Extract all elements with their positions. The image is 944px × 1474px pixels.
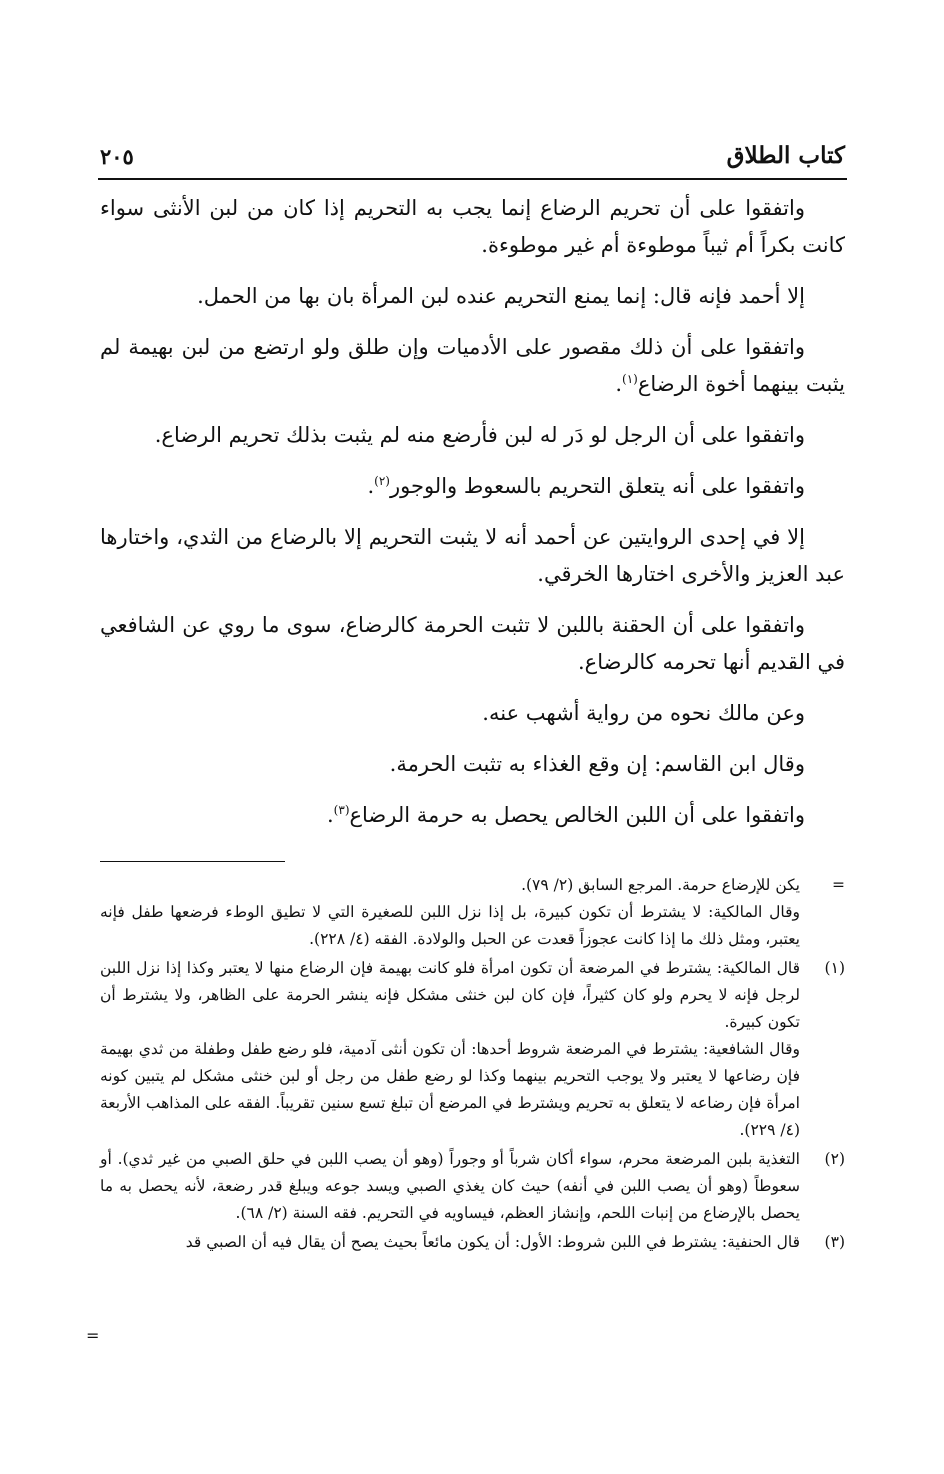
footnote-marker: (١) (824, 959, 845, 977)
paragraph: واتفقوا على أن اللبن الخالص يحصل به حرمة الرضاع$^{(٣)}$. (326, 803, 805, 827)
continuation-end-marker: = (86, 1326, 100, 1345)
footnote-marker: (٣) (824, 1233, 845, 1251)
continuation-marker: = (832, 876, 845, 894)
page-number: ٢٠٥ (100, 144, 134, 169)
footnote-divider (100, 861, 285, 862)
chapter-title: كتاب الطلاق (726, 142, 845, 169)
paragraph: واتفقوا على أن ذلك مقصور على الأدميات وإن طلق ولو ارتضع من لبن بهيمة لم يثبت بينهما أخوة الرضاع$^{(١)}$. (100, 335, 845, 396)
main-text (100, 190, 845, 848)
footnote-2: (٢) التغذية بلبن المرضعة محرم، سواء أكان شرباً أو وجوراً (وهو أن يصب اللبن في حلق الصبي من غير ثدي). أو سعوطاً (وهو أن يصب اللبن في أنفه) حيث كان يغذي الصبي ويسد جوعه ويبلغ قدر رضعة، لأنه يحصل به ما يحصل بالإرضاع من إنبات اللحم، وإنشاز العظم، فيساويه في التحريم. فقه السنة (٢/ ٦٨). (100, 1146, 845, 1227)
paragraph: واتفقوا على أنه يتعلق التحريم بالسعوط والوجور$^{(٢)}$. (367, 474, 805, 498)
paragraph: واتفقوا على أن الرجل لو دَر له لبن فأرضع منه لم يثبت بذلك تحريم الرضاع. (154, 423, 805, 447)
paragraph: إلا أحمد فإنه قال: إنما يمنع التحريم عنده لبن المرأة بان بها من الحمل. (197, 284, 805, 308)
running-header (100, 138, 845, 178)
header-divider (98, 178, 847, 180)
footnote-3: (٣) قال الحنفية: يشترط في اللبن شروط: الأول: أن يكون مائعاً بحيث يصح أن يقال فيه أن الصبي قد (100, 1229, 845, 1256)
footnotes (100, 872, 845, 1258)
paragraph: واتفقوا على أن تحريم الرضاع إنما يجب به التحريم إذا كان من لبن الأنثى سواء كانت بكراً أم ثيباً موطوءة أم غير موطوءة. (100, 196, 845, 257)
footnote-ref: (٢) (374, 474, 390, 488)
paragraph: وعن مالك نحوه من رواية أشهب عنه. (482, 701, 805, 725)
footnote-1: (١) قال المالكية: يشترط في المرضعة أن تكون امرأة فلو كانت بهيمة فإن الرضاع منها لا يعتبر وكذا إذا نزل اللبن لرجل فإنه لا يحرم ولو كان كثيراً، فإن كان لبن خنثى مشكل فإنه ينشر الحرمة على الظاهر، ولا يشترط أن تكون كبيرة. وقال الشافعية: يشترط في المرضعة شروط أحدها: أن تكون أنثى آدمية، فلو رضع طفل وطفلة من ثدي بهيمة فإن رضاعها لا يعتبر ولا يوجب التحريم بينهما وكذا لو رضع طفل من رجل أو لبن خنثى مشكل لم يتبين كونه امرأة فإن رضاعه لا يتعلق به تحريم ويشترط في المرضع أن تبلغ تسع سنين تقريباً. الفقه على المذاهب الأربعة (٤/ ٢٢٩). (100, 955, 845, 1144)
paragraph: وقال ابن القاسم: إن وقع الغذاء به تثبت الحرمة. (389, 752, 805, 776)
footnote-continuation: = يكن للإرضاع حرمة. المرجع السابق (٢/ ٧٩). وقال المالكية: لا يشترط أن تكون كبيرة، بل إذا نزل اللبن للصغيرة التي لا تطيق الوطء فرضعها طفل فإنه يعتبر، ومثل ذلك ما إذا كانت عجوزاً قعدت عن الحبل والولادة. الفقه (٤/ ٢٢٨). (100, 872, 845, 953)
paragraph: واتفقوا على أن الحقنة باللبن لا تثبت الحرمة كالرضاع، سوى ما روي عن الشافعي في القديم أنها تحرمه كالرضاع. (100, 613, 845, 674)
footnote-ref: (٣) (333, 803, 350, 817)
footnote-ref: (١) (622, 372, 638, 386)
footnote-marker: (٢) (824, 1150, 845, 1168)
paragraph: إلا في إحدى الروايتين عن أحمد أنه لا يثبت التحريم إلا بالرضاع من الثدي، واختارها عبد العزيز والأخرى اختارها الخرقي. (100, 525, 845, 586)
